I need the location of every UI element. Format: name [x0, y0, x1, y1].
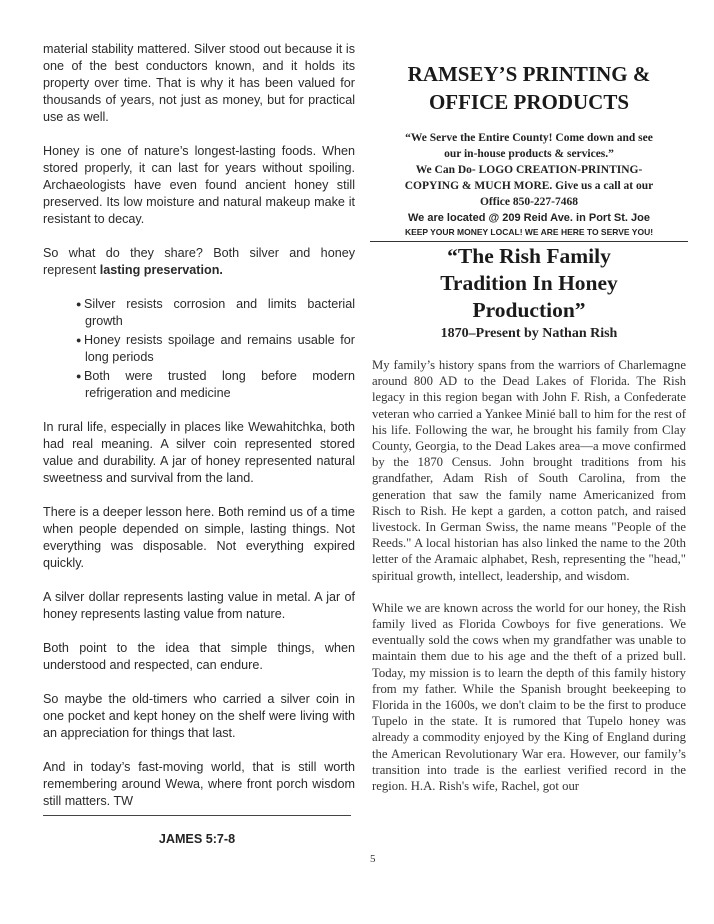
page-number: 5 — [370, 853, 376, 865]
lasting-preservation-emphasis: lasting preservation. — [99, 263, 223, 277]
left-paragraph: There is a deeper lesson here. Both remind us of a time when people depended on simple, lasting things. Not everything was disposable. Not everything expired quickly. — [43, 505, 355, 570]
article-paragraph: My family’s history spans from the warriors of Charlemagne around 800 AD to the Dead Lakes of Florida. The Rish legacy in this region began with John F. Rish, a Confederate veteran who carried a Yankee Minié ball to him for the rest of his life. Following the war, he brought his family from Clay County, Georgia, to the Dead Lakes area—a move confirmed by the 1870 Census. John brought traditions from his grandfather, Adam Rish of South Carolina, from the generation that saw the family name Americanized from Risch to Rish. He kept a garden, a cotton patch, and raised livestock. In German Swiss, the name means "People of the Reeds." A local historian has also linked the name to the 20th letter of the Aramaic alphabet, Resh, representing the "head," spiritual growth, intellect, leadership, and wisdom. — [372, 358, 686, 583]
list-item — [77, 332, 355, 366]
ad-business-name-line1: RAMSEY’S PRINTING & — [407, 62, 651, 86]
right-divider — [370, 241, 688, 242]
article-title-line2: Tradition In Honey — [440, 271, 618, 295]
left-column — [43, 41, 355, 827]
bullet-list — [43, 296, 355, 402]
ramseys-advertisement — [370, 60, 688, 238]
ad-tagline: KEEP YOUR MONEY LOCAL! WE ARE HERE TO SERVE YOU! — [404, 227, 654, 237]
article-byline: 1870–Present by Nathan Rish — [440, 326, 618, 341]
left-paragraph: In rural life, especially in places like Wewahitchka, both had real meaning. A silver coin represented stored value and durability. A jar of honey represented natural sweetness and survival from the land. — [43, 420, 355, 485]
left-paragraph — [43, 245, 355, 279]
list-item-text: Silver resists corrosion and limits bacterial growth — [84, 297, 355, 328]
bullet-icon: ● — [76, 371, 82, 381]
article-title-line3: Production” — [472, 298, 586, 322]
article-body — [372, 357, 686, 810]
left-paragraph: And in today’s fast-moving world, that is still worth remembering around Wewa, where front porch wisdom still matters. TW — [43, 760, 355, 808]
ad-address: We are located @ 209 Reid Ave. in Port St. Joe — [407, 212, 650, 224]
ad-slogan-line1: “We Serve the Entire County! Come down and see — [405, 132, 653, 144]
list-item-text: Honey resists spoilage and remains usable for long periods — [84, 333, 355, 364]
left-paragraph: material stability mattered. Silver stood out because it is one of the best conductors known, and it holds its property over time. That is why it has been valued for thousands of years, not just as money, but for practical use as well. — [43, 42, 355, 124]
share-lead: So what do they share? Both silver and honey represent — [43, 246, 355, 277]
scripture-reference: JAMES 5:7-8 — [158, 832, 236, 846]
left-paragraph: A silver dollar represents lasting value in metal. A jar of honey represents lasting value from nature. — [43, 590, 355, 621]
list-item-text: Both were trusted long before modern refrigeration and medicine — [84, 369, 355, 400]
ad-phone: Office 850-227-7468 — [479, 196, 579, 208]
list-item — [77, 368, 355, 402]
article-title-line1: “The Rish Family — [447, 244, 611, 268]
left-paragraph: Both point to the idea that simple things, when understood and respected, can endure. — [43, 641, 355, 672]
left-divider — [43, 815, 351, 816]
article-title — [370, 243, 688, 324]
bullet-icon: ● — [76, 299, 82, 309]
list-item — [77, 296, 355, 330]
ad-services-line1: We Can Do- LOGO CREATION-PRINTING- — [415, 164, 643, 176]
article-paragraph: While we are known across the world for our honey, the Rish family lived as Florida Cowboys for five generations. We eventually sold the cows when my grandfather was unable to maintain them due to his age and the theft of a prized bull. Today, my mission is to learn the depth of this family history from my father. While the Spanish brought beekeeping to Florida in the 1600s, we don't claim to be the first to produce Tupelo in the state. It is rumored that Tupelo honey was already a commodity enjoyed by the King of England during the American Revolutionary War era. However, our family’s transition into trade is the earliest verified record in the region. H.A. Rish's wife, Rachel, got our — [372, 600, 686, 794]
bullet-icon: ● — [76, 335, 82, 345]
left-paragraph: Honey is one of nature’s longest-lasting foods. When stored properly, it can last for years without spoiling. Archaeologists have even found ancient honey still preserved. Its low moisture and natural makeup make it resistant to decay. — [43, 144, 355, 226]
ad-slogan-line2: our in-house products & services.” — [444, 148, 614, 160]
ad-services-line2: COPYING & MUCH MORE. Give us a call at our — [404, 180, 654, 192]
left-paragraph: So maybe the old-timers who carried a silver coin in one pocket and kept honey on the shelf were living with an appreciation for things that last. — [43, 692, 355, 740]
ad-business-name-line2: OFFICE PRODUCTS — [428, 90, 630, 114]
